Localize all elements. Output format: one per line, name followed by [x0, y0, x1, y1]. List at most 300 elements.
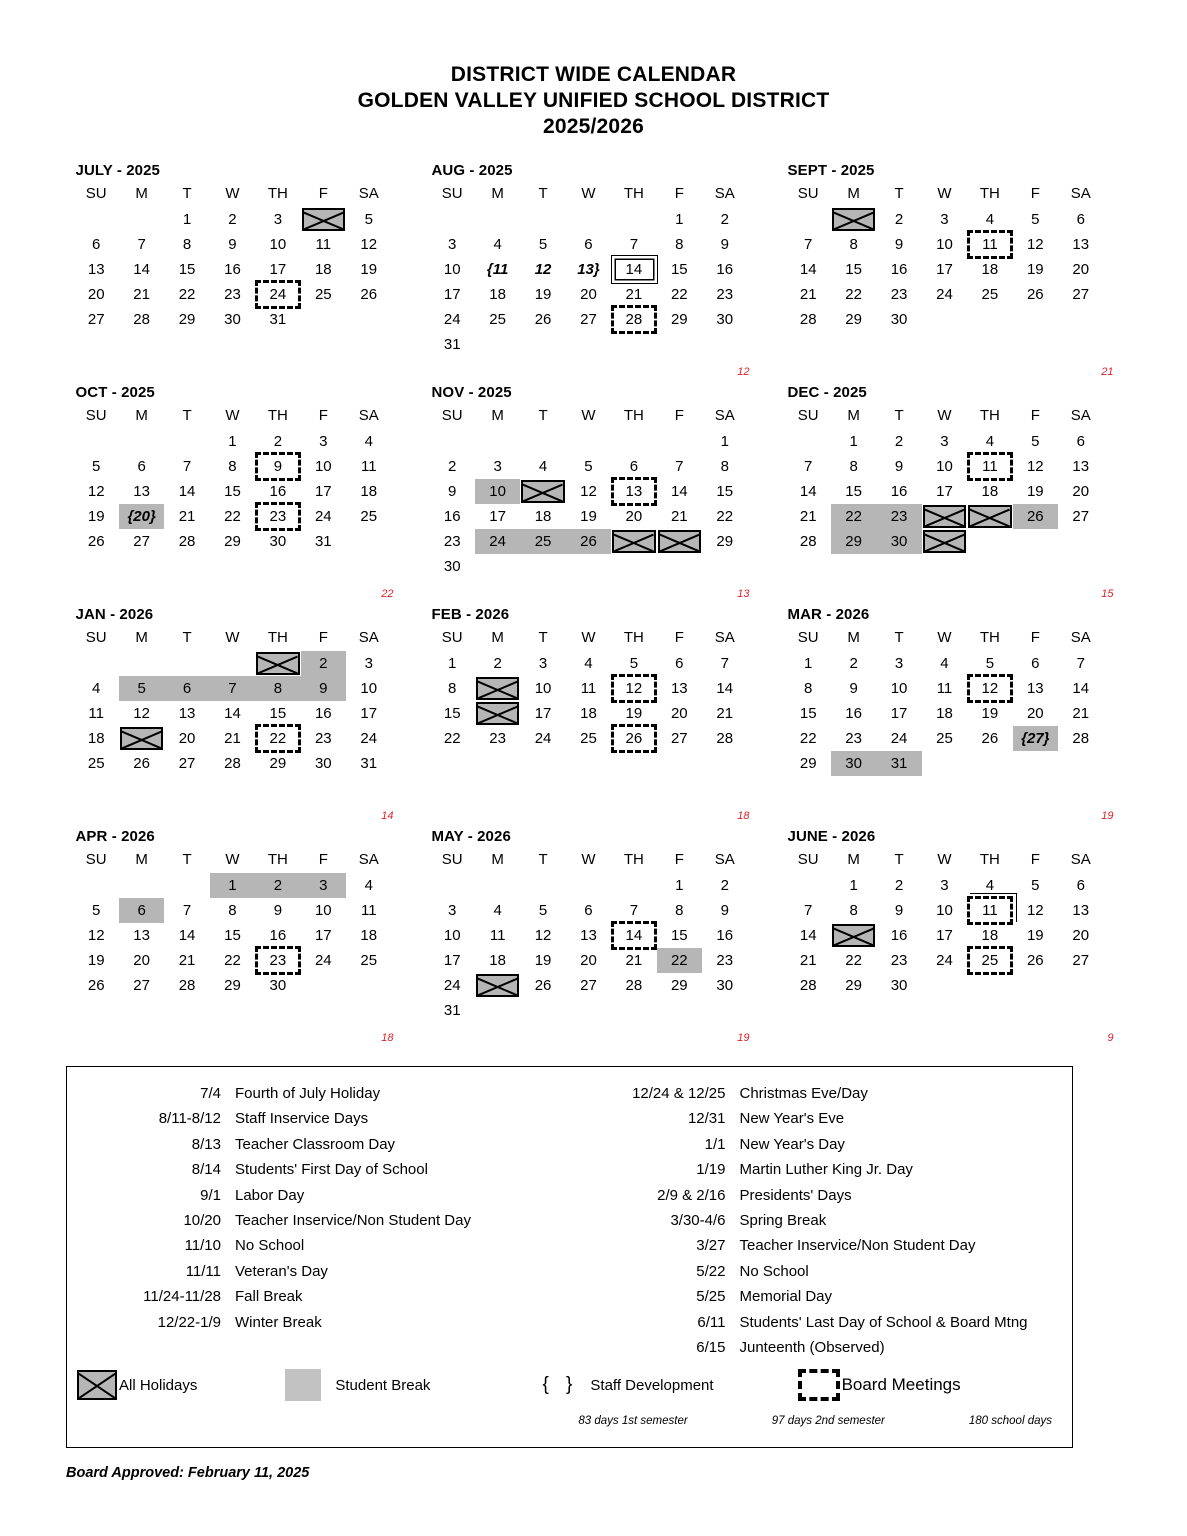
week-row	[74, 923, 392, 948]
day-box	[346, 873, 391, 898]
day-cell	[1013, 479, 1058, 504]
week-row	[430, 282, 748, 307]
day-cell	[210, 454, 255, 479]
day-number: 23	[269, 952, 287, 969]
day-cell	[301, 726, 346, 751]
week-row	[786, 701, 1104, 726]
week-row	[74, 429, 392, 454]
day-number: 31	[443, 1002, 461, 1019]
day-cell	[255, 529, 300, 554]
day-box	[1013, 701, 1058, 726]
empty-day-cell	[967, 973, 1012, 998]
day-cell	[301, 898, 346, 923]
day-box	[520, 479, 565, 504]
day-number: 17	[534, 705, 552, 722]
day-number: 29	[269, 755, 287, 772]
day-cell	[430, 454, 475, 479]
day-box	[1013, 207, 1058, 232]
day-number: 22	[443, 730, 461, 747]
day-box	[702, 923, 747, 948]
legend-entry-text: Junteenth (Observed)	[739, 1339, 885, 1357]
day-box	[520, 701, 565, 726]
empty-day-cell	[786, 873, 831, 898]
empty-day-cell	[967, 751, 1012, 776]
day-cell	[520, 307, 565, 332]
day-cell	[922, 429, 967, 454]
day-cell	[657, 257, 702, 282]
month-block	[420, 162, 768, 384]
day-number: 17	[936, 483, 953, 500]
empty-day-cell	[657, 998, 702, 1023]
day-number: 29	[845, 533, 862, 550]
day-number: 11	[580, 680, 597, 697]
week-row	[430, 307, 748, 332]
day-number: 9	[894, 458, 904, 475]
day-number: 6	[584, 902, 593, 919]
day-number: 27	[1072, 508, 1090, 525]
day-cell	[876, 207, 921, 232]
weekday-header: T	[538, 851, 548, 868]
day-cell	[255, 232, 300, 257]
legend-entry-date: 10/20	[183, 1212, 221, 1230]
day-number: 30	[314, 755, 332, 772]
day-box	[922, 207, 967, 232]
weekday-header: M	[491, 407, 504, 424]
day-number: 19	[580, 508, 597, 525]
day-number: 27	[133, 977, 150, 994]
day-cell	[520, 529, 565, 554]
day-box	[786, 529, 831, 554]
day-cell	[119, 257, 164, 282]
weekday-header: T	[538, 185, 548, 202]
day-number: 8	[228, 902, 237, 919]
day-number: 13	[1072, 458, 1090, 475]
day-box	[967, 429, 1012, 454]
legend-entry	[67, 1106, 570, 1131]
day-number: 25	[489, 311, 506, 328]
day-cell	[301, 504, 346, 529]
day-box	[1013, 651, 1058, 676]
day-box	[831, 873, 876, 898]
day-number: 7	[804, 458, 813, 475]
week-row	[786, 898, 1104, 923]
day-cell	[922, 454, 967, 479]
day-cell	[831, 529, 876, 554]
day-number: 21	[799, 952, 817, 969]
empty-day-cell	[1058, 973, 1103, 998]
day-box	[346, 207, 391, 232]
day-box	[702, 429, 747, 454]
day-cell	[831, 504, 876, 529]
day-cell	[255, 898, 300, 923]
day-number: 16	[716, 927, 734, 944]
day-box	[967, 232, 1012, 257]
weekday-header: T	[182, 629, 192, 646]
day-cell	[1058, 454, 1103, 479]
day-cell	[876, 873, 921, 898]
day-box	[74, 726, 119, 751]
empty-day-cell	[922, 751, 967, 776]
legend-entry	[570, 1259, 1073, 1284]
month-school-day-count: 14	[381, 810, 394, 822]
day-number: 25	[360, 508, 378, 525]
day-box	[702, 701, 747, 726]
day-number: 10	[936, 902, 953, 919]
day-number: 17	[314, 483, 332, 500]
day-number: 19	[87, 952, 105, 969]
day-number: 28	[716, 730, 734, 747]
day-box	[164, 307, 209, 332]
day-box	[876, 257, 921, 282]
weekday-header: F	[318, 851, 328, 868]
weekday-header: T	[182, 851, 192, 868]
day-number: 16	[716, 261, 734, 278]
day-number: 25	[981, 286, 999, 303]
day-number: 13	[580, 927, 597, 944]
day-box	[520, 651, 565, 676]
day-number: 6	[137, 458, 146, 475]
day-number: 24	[890, 730, 908, 747]
first-semester-days: 83 days 1st semester	[578, 1415, 688, 1427]
weekday-header: SU	[441, 629, 463, 646]
day-number: 24	[314, 952, 332, 969]
day-cell	[74, 923, 119, 948]
day-cell	[164, 973, 209, 998]
day-number: 26	[580, 533, 597, 550]
day-number: 9	[273, 458, 283, 475]
day-cell	[922, 232, 967, 257]
day-box	[1058, 232, 1103, 257]
day-number: 10	[443, 261, 461, 278]
day-cell	[301, 257, 346, 282]
week-row	[74, 873, 392, 898]
day-cell	[786, 923, 831, 948]
day-cell	[210, 973, 255, 998]
day-number: 19	[87, 508, 105, 525]
empty-day-cell	[301, 307, 346, 332]
day-box	[346, 479, 391, 504]
day-cell	[430, 676, 475, 701]
day-box	[786, 651, 831, 676]
day-cell	[566, 232, 611, 257]
day-number: 14	[224, 705, 241, 722]
day-cell	[430, 998, 475, 1023]
day-box	[74, 701, 119, 726]
day-cell	[346, 429, 391, 454]
day-cell	[566, 726, 611, 751]
day-box	[301, 479, 346, 504]
day-number: 8	[448, 680, 457, 697]
day-cell	[520, 923, 565, 948]
day-cell	[74, 529, 119, 554]
weekday-header: SU	[85, 851, 107, 868]
day-number: 25	[314, 286, 332, 303]
empty-day-cell	[657, 429, 702, 454]
key-student-break	[285, 1369, 430, 1401]
day-cell	[566, 257, 611, 282]
day-cell	[611, 898, 656, 923]
day-number: 21	[1072, 705, 1090, 722]
holiday-x-icon	[302, 208, 345, 231]
day-cell	[702, 529, 747, 554]
day-number: 31	[269, 311, 287, 328]
day-cell	[346, 207, 391, 232]
day-number: 1	[675, 211, 684, 228]
day-cell	[255, 973, 300, 998]
day-cell	[119, 676, 164, 701]
day-cell	[1013, 923, 1058, 948]
day-cell	[657, 973, 702, 998]
day-cell	[475, 726, 520, 751]
day-number: 23	[716, 952, 734, 969]
day-box	[164, 948, 209, 973]
day-box	[967, 923, 1012, 948]
day-cell	[657, 207, 702, 232]
day-number: 2	[448, 458, 457, 475]
week-row	[74, 676, 392, 701]
day-number: 7	[804, 236, 813, 253]
day-number: 10	[936, 458, 953, 475]
day-number: 20	[133, 952, 150, 969]
weekday-header: T	[894, 851, 904, 868]
day-cell	[346, 898, 391, 923]
day-cell	[922, 898, 967, 923]
month-title: MAR - 2026	[787, 606, 870, 623]
day-box	[786, 454, 831, 479]
day-number: 29	[670, 977, 688, 994]
day-number: 6	[629, 458, 639, 475]
empty-day-cell	[702, 332, 747, 357]
weekday-header: F	[674, 629, 684, 646]
month-day-grid	[74, 629, 392, 776]
day-cell	[346, 923, 391, 948]
day-cell	[301, 282, 346, 307]
legend-entry-date: 5/25	[696, 1288, 726, 1306]
empty-day-cell	[1058, 751, 1103, 776]
legend-entry-date: 7/4	[200, 1085, 221, 1102]
day-cell	[786, 701, 831, 726]
day-cell	[255, 479, 300, 504]
day-cell	[346, 948, 391, 973]
day-box	[301, 282, 346, 307]
weekday-header: SA	[1070, 851, 1091, 868]
day-number: 21	[799, 508, 817, 525]
day-number: 27	[580, 977, 597, 994]
day-number: 9	[228, 236, 237, 253]
day-box	[164, 923, 209, 948]
day-box	[74, 898, 119, 923]
day-number: 7	[720, 655, 729, 672]
weekday-header: W	[581, 851, 596, 868]
day-box	[475, 651, 520, 676]
empty-day-cell	[786, 207, 831, 232]
day-cell	[657, 948, 702, 973]
day-box	[831, 207, 876, 232]
school-day-counts	[578, 1415, 1052, 1427]
day-cell	[702, 701, 747, 726]
empty-day-cell	[74, 207, 119, 232]
day-number: 11	[982, 236, 998, 253]
day-cell	[430, 554, 475, 579]
day-cell	[346, 651, 391, 676]
day-number: 22	[716, 508, 734, 525]
day-cell	[346, 454, 391, 479]
day-cell	[164, 676, 209, 701]
day-number: 7	[804, 902, 813, 919]
day-box	[611, 529, 656, 554]
week-row	[430, 529, 748, 554]
weekday-header: M	[491, 629, 504, 646]
day-box	[702, 898, 747, 923]
day-number: 6	[1076, 877, 1085, 894]
day-cell	[210, 479, 255, 504]
day-number: 29	[224, 977, 241, 994]
day-cell	[967, 479, 1012, 504]
weekday-header: TH	[623, 851, 644, 868]
week-row	[430, 454, 748, 479]
second-semester-days: 97 days 2nd semester	[771, 1415, 885, 1427]
day-cell	[520, 454, 565, 479]
empty-day-cell	[346, 529, 391, 554]
day-number: 16	[269, 927, 287, 944]
day-number: 13	[1072, 902, 1090, 919]
day-number: 17	[936, 261, 953, 278]
day-number: 26	[1026, 286, 1044, 303]
day-box	[786, 948, 831, 973]
day-cell	[210, 257, 255, 282]
day-number: 18	[981, 927, 999, 944]
day-cell	[520, 973, 565, 998]
day-number: 12	[981, 680, 999, 697]
day-cell	[1058, 504, 1103, 529]
day-cell	[922, 701, 967, 726]
week-row	[430, 898, 748, 923]
day-box	[74, 504, 119, 529]
day-cell	[876, 923, 921, 948]
day-number: 23	[489, 730, 506, 747]
day-number: 18	[580, 705, 597, 722]
day-box	[1058, 454, 1103, 479]
day-cell	[611, 973, 656, 998]
empty-day-cell	[346, 973, 391, 998]
day-number: 30	[269, 533, 287, 550]
weekday-header: F	[318, 185, 328, 202]
key-all-holidays-label: All Holidays	[119, 1376, 198, 1394]
empty-day-cell	[119, 207, 164, 232]
day-box	[346, 454, 391, 479]
day-box	[786, 701, 831, 726]
day-box	[346, 923, 391, 948]
day-number: 7	[675, 458, 684, 475]
month-title: DEC - 2025	[787, 384, 867, 401]
day-box	[1058, 504, 1103, 529]
legend-entry-text: Christmas Eve/Day	[739, 1085, 868, 1102]
day-number: 17	[443, 286, 461, 303]
day-box	[566, 898, 611, 923]
legend-entry-text: Teacher Classroom Day	[235, 1135, 396, 1153]
day-number: 23	[443, 533, 461, 550]
day-box	[255, 726, 300, 751]
empty-day-cell	[520, 332, 565, 357]
day-cell	[786, 973, 831, 998]
day-box	[611, 948, 656, 973]
day-cell	[831, 898, 876, 923]
day-box	[922, 529, 967, 554]
day-cell	[430, 701, 475, 726]
week-row	[74, 701, 392, 726]
day-number: 9	[720, 902, 729, 919]
month-day-grid	[430, 407, 748, 579]
day-number: 16	[890, 261, 908, 278]
day-cell	[1013, 429, 1058, 454]
month-day-grid	[430, 851, 748, 1023]
day-cell	[967, 207, 1012, 232]
day-number: 16	[443, 508, 461, 525]
weekday-header: T	[182, 407, 192, 424]
legend-entry-date: 12/24 & 12/25	[632, 1085, 726, 1102]
day-box	[876, 873, 921, 898]
month-block	[776, 162, 1124, 384]
weekday-header: TH	[979, 407, 1000, 424]
day-cell	[475, 282, 520, 307]
day-cell	[210, 873, 255, 898]
day-number: 7	[182, 902, 192, 919]
empty-day-cell	[566, 873, 611, 898]
empty-day-cell	[566, 998, 611, 1023]
day-number: 5	[985, 655, 995, 672]
day-box	[301, 429, 346, 454]
day-box	[346, 282, 391, 307]
month-block	[420, 384, 768, 606]
day-box	[657, 257, 702, 282]
day-cell	[566, 973, 611, 998]
board-approved-note: Board Approved: February 11, 2025	[66, 1465, 310, 1481]
day-cell	[164, 726, 209, 751]
day-number: 26	[534, 977, 552, 994]
day-number: 27	[670, 730, 688, 747]
day-cell	[301, 207, 346, 232]
week-row	[786, 751, 1104, 776]
day-cell	[611, 479, 656, 504]
day-box	[301, 948, 346, 973]
day-box	[346, 751, 391, 776]
weekday-header: SA	[1070, 407, 1091, 424]
day-cell	[702, 923, 747, 948]
day-number: 1	[182, 211, 192, 228]
empty-day-cell	[611, 873, 656, 898]
day-box	[74, 529, 119, 554]
empty-day-cell	[566, 429, 611, 454]
day-box	[786, 282, 831, 307]
day-cell	[967, 701, 1012, 726]
day-cell	[831, 923, 876, 948]
day-number: 26	[1026, 952, 1044, 969]
week-row	[786, 529, 1104, 554]
day-box	[566, 257, 611, 282]
day-box	[475, 726, 520, 751]
day-number: 16	[890, 483, 908, 500]
day-cell	[967, 454, 1012, 479]
day-box	[657, 529, 702, 554]
day-number: 9	[849, 680, 858, 697]
legend-entry-date: 9/1	[200, 1186, 221, 1204]
week-row	[786, 257, 1104, 282]
day-box	[1013, 873, 1058, 898]
day-box	[876, 454, 921, 479]
week-row	[430, 554, 748, 579]
legend-entry-date: 3/27	[696, 1237, 726, 1255]
day-cell	[520, 479, 565, 504]
